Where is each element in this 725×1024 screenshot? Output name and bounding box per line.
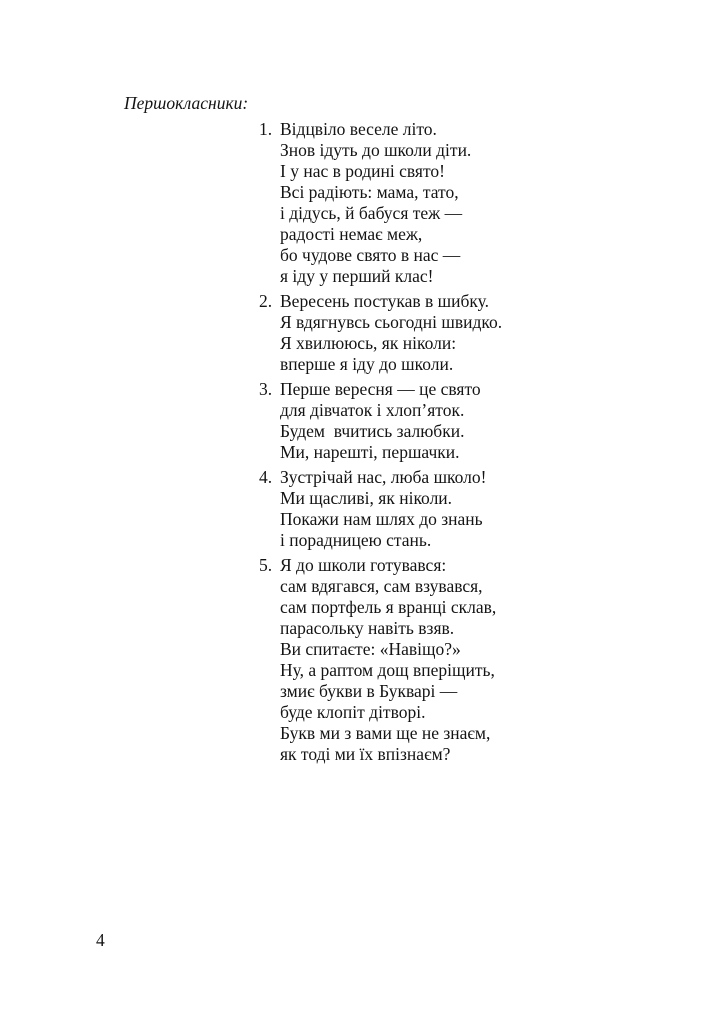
verse-3 bbox=[259, 379, 699, 463]
verse-line: Перше вересня — це свято bbox=[280, 379, 481, 399]
verse-5 bbox=[259, 555, 699, 765]
verse-line: і дідусь, й бабуся теж — bbox=[280, 203, 463, 223]
verse-line: змиє букви в Букварі — bbox=[280, 681, 458, 701]
verse-line: І у нас в родині свято! bbox=[280, 161, 445, 181]
verse-2 bbox=[259, 291, 699, 375]
verse-line: Знов ідуть до школи діти. bbox=[280, 140, 472, 160]
verse-line: Ну, а раптом дощ вперіщить, bbox=[280, 660, 495, 680]
verse-line: бо чудове свято в нас — bbox=[280, 245, 461, 265]
verse-line: і порадницею стань. bbox=[280, 530, 432, 550]
verse-number: 2. bbox=[259, 291, 273, 311]
page-number: 4 bbox=[96, 930, 105, 950]
verse-line: Я до школи готувався: bbox=[280, 555, 447, 575]
verse-number: 5. bbox=[259, 555, 273, 575]
verse-line: парасольку навіть взяв. bbox=[280, 618, 455, 638]
section-heading: Першокласники: bbox=[124, 93, 249, 113]
verse-line: Вересень постукав в шибку. bbox=[280, 291, 490, 311]
verse-list bbox=[259, 119, 699, 769]
verse-line: як тоді ми їх впізнаєм? bbox=[280, 744, 451, 764]
verse-line: Відцвіло веселе літо. bbox=[280, 119, 437, 139]
verse-line: Я хвилююсь, як ніколи: bbox=[280, 333, 457, 353]
verse-number: 1. bbox=[259, 119, 273, 139]
verse-line: Букв ми з вами ще не знаєм, bbox=[280, 723, 491, 743]
verse-line: Ми щасливі, як ніколи. bbox=[280, 488, 453, 508]
verse-line: Будем вчитись залюбки. bbox=[280, 421, 465, 441]
verse-line: Зустрічай нас, люба школо! bbox=[280, 467, 487, 487]
verse-line: для дівчаток і хлоп’яток. bbox=[280, 400, 465, 420]
verse-number: 4. bbox=[259, 467, 273, 487]
verse-line: Всі радіють: мама, тато, bbox=[280, 182, 459, 202]
verse-1 bbox=[259, 119, 699, 287]
verse-number: 3. bbox=[259, 379, 273, 399]
verse-line: сам вдягався, сам взувався, bbox=[280, 576, 483, 596]
verse-line: сам портфель я вранці склав, bbox=[280, 597, 497, 617]
verse-line: вперше я іду до школи. bbox=[280, 354, 454, 374]
verse-line: Ви спитаєте: «Навіщо?» bbox=[280, 639, 461, 659]
verse-line: Ми, нарешті, першачки. bbox=[280, 442, 460, 462]
verse-line: я іду у перший клас! bbox=[280, 266, 434, 286]
verse-line: Я вдягнувсь сьогодні швидко. bbox=[280, 312, 503, 332]
verse-line: Покажи нам шлях до знань bbox=[280, 509, 483, 529]
verse-4 bbox=[259, 467, 699, 551]
verse-line: радості немає меж, bbox=[280, 224, 423, 244]
verse-line: буде клопіт дітворі. bbox=[280, 702, 426, 722]
